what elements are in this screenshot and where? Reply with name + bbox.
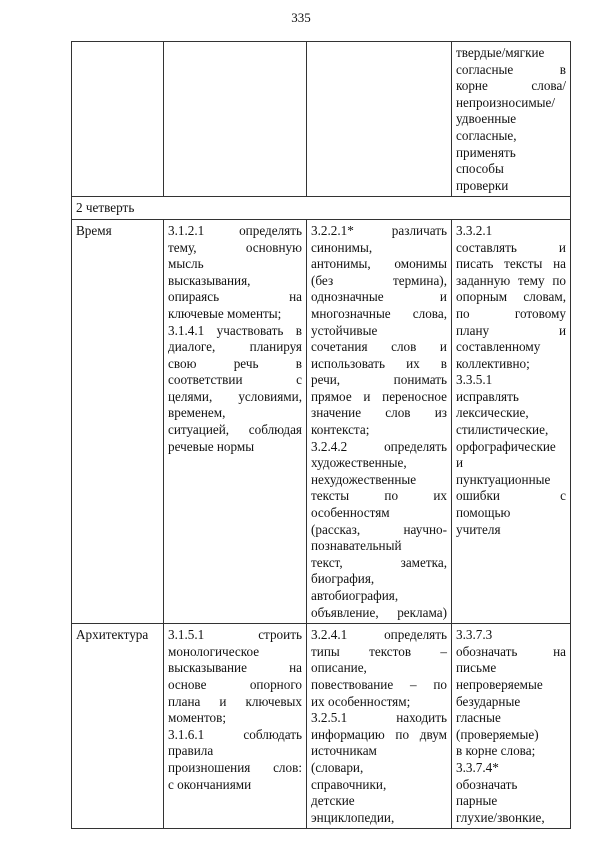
text-line: орфографические [456,438,556,454]
text-line: (рассказ, научно- [311,521,447,537]
text-line: с окончаниями [168,776,252,792]
text-line: 3.1.4.1 участвовать в [168,322,302,338]
table-row [72,219,571,623]
text-line: речи, понимать [311,372,447,388]
text-line: опорным словам, [456,289,566,305]
text-line: безударные [456,693,521,709]
text-line: 3.3.5.1 [456,372,493,388]
text-line: произношения слов: [168,759,302,775]
text-line: тексты по их [311,488,447,504]
text-line: текст, заметка, [311,554,447,570]
text-line: лексические, [456,405,529,421]
text-line: описание, [311,660,367,676]
text-line: 3.2.2.1* различать [311,222,447,238]
text-line: использовать их в [311,355,447,371]
page-number: 335 [291,10,311,25]
text-line: речевые нормы [168,438,255,454]
topic-cell: Архитектура [72,624,164,829]
text-line: 3.3.7.4* [456,759,499,775]
text-line: опираясь на [168,289,302,305]
text-line: (проверяемые) [456,726,539,742]
text-line: в корне слова; [456,743,536,759]
text-line: правила [168,743,214,759]
text-line: обозначать [456,776,518,792]
text-line: ситуацией, соблюдая [168,422,302,438]
quarter-label: 2 четверть [72,197,571,220]
text-line: нехудожественные [311,471,417,487]
text-line: помощью [456,505,511,521]
text-line: 3.3.2.1 [456,222,493,238]
writing-cell [452,219,571,623]
reading-cell [307,624,452,829]
text-line: моментов; [168,710,227,726]
text-line: их особенностям; [311,693,411,709]
text-line: непроверяемые [456,676,543,692]
topic-cell: Время [72,219,164,623]
text-line: проверки [456,177,509,193]
text-line: учителя [456,521,501,537]
text-line: синонимы, [311,239,373,255]
text-line: особенностям [311,505,390,521]
table-row-continued [72,42,571,197]
text-line: составлять и [456,239,566,255]
text-line: сочетания слов и [311,339,447,355]
listening-speaking-cell [164,624,307,829]
text-line: гласные [456,710,501,726]
text-line: плана и ключевых [168,693,302,709]
listening-speaking-cell [164,219,307,623]
text-line: высказывание на [168,660,302,676]
text-line: заданную тему по [456,272,566,288]
text-line: свою речь в [168,355,302,371]
text-line: 3.3.7.3 [456,627,493,643]
text-line: применять [456,144,516,160]
text-line: однозначные и [311,289,447,305]
text-line: художественные, [311,455,407,471]
text-line: основе опорного [168,676,302,692]
text-line: твердые/мягкие [456,45,545,60]
text-line: (словари, [311,759,364,775]
text-line: ключевые моменты; [168,305,282,321]
text-line: значение слов из [311,405,447,421]
text-line: 3.2.5.1 находить [311,710,447,726]
text-line: детские [311,793,355,809]
reading-cell [307,219,452,623]
text-line: парные [456,793,498,809]
text-line: справочники, [311,776,387,792]
text-line: ошибки с [456,488,566,504]
text-line: и [456,455,464,471]
text-line: способы [456,161,504,177]
text-line: 3.1.6.1 соблюдать [168,726,302,742]
text-line: плану и [456,322,566,338]
cell-topic-empty [72,42,164,197]
text-line: согласные в [456,61,566,77]
text-line: 3.1.2.1 определять [168,222,302,238]
cell-listening-empty [164,42,307,197]
table-row-quarter [72,197,571,220]
text-line: тему, основную [168,239,302,255]
text-line: исправлять [456,388,519,404]
text-line: составленному [456,339,541,355]
text-line: письме [456,660,497,676]
text-line: биография, [311,571,375,587]
text-line: (без термина), [311,272,447,288]
text-line: познавательный [311,538,402,554]
text-line: по готовому [456,305,566,321]
text-line: писать тексты на [456,256,566,272]
text-line: глухие/звонкие, [456,809,545,825]
cell-reading-empty [307,42,452,197]
cell-writing-continued [452,42,571,197]
text-line: обозначать на [456,643,566,659]
text-line: прямое и переносное [311,388,447,404]
text-line: устойчивые [311,322,378,338]
text-line: антонимы, омонимы [311,256,447,272]
text-line: коллективно; [456,355,530,371]
text-line: пунктуационные [456,471,551,487]
text-line: энциклопедии, [311,809,395,825]
text-line: корне слова/ [456,78,566,94]
text-line: 3.2.4.1 определять [311,627,447,643]
text-line: согласные, [456,127,517,143]
text-line: стилистические, [456,422,549,438]
text-line: монологическое [168,643,260,659]
text-line: диалоге, планируя [168,339,302,355]
text-line: 3.2.4.2 определять [311,438,447,454]
text-line: многозначные слова, [311,305,447,321]
writing-cell [452,624,571,829]
text-line: типы текстов – [311,643,447,659]
curriculum-table [71,41,571,829]
text-line: автобиография, [311,588,399,603]
text-line: контекста; [311,422,370,438]
text-line: соответствии с [168,372,302,388]
text-line: временем, [168,405,226,421]
text-line: источникам [311,743,377,759]
text-line: удвоенные [456,111,517,127]
table-row [72,624,571,829]
text-line: объявление, реклама) [311,604,447,620]
text-line: 3.1.5.1 строить [168,627,302,643]
text-line: целями, условиями, [168,388,302,404]
text-line: повествование – по [311,676,447,692]
text-line: высказывания, [168,272,251,288]
text-line: мысль [168,256,204,272]
text-line: информацию по двум [311,726,447,742]
text-line: непроизносимые/ [456,94,556,110]
